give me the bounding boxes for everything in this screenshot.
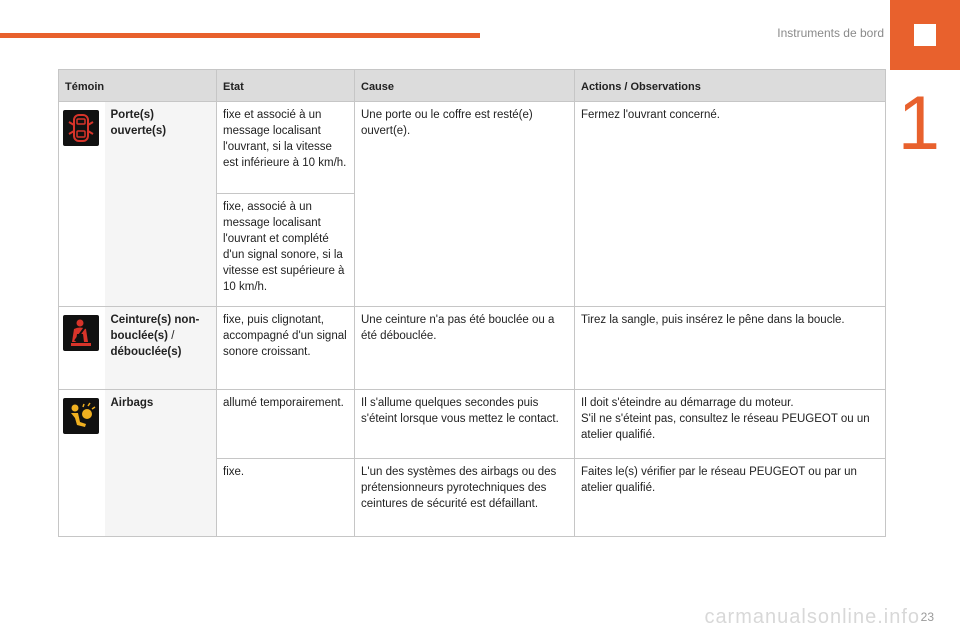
table-row xyxy=(59,307,886,390)
section-title: Instruments de bord xyxy=(777,26,884,40)
header-actions: Actions / Observations xyxy=(575,70,886,102)
etat-cell: fixe, puis clignotant, accompagné d'un signal sonore croissant. xyxy=(217,307,355,390)
icon-cell xyxy=(59,102,105,307)
page-number: 23 xyxy=(920,610,934,624)
icon-cell xyxy=(59,307,105,390)
etat-cell: fixe, associé à un message localisant l'ouvrant et complété d'un signal sonore, si la vitesse est supérieure à 10 km/h. xyxy=(217,194,355,307)
door-open-icon xyxy=(63,110,99,146)
icon-cell xyxy=(59,390,105,537)
seatbelt-icon xyxy=(63,315,99,351)
actions-cell: Fermez l'ouvrant concerné. xyxy=(575,102,886,307)
seatbelt-name-separator: / xyxy=(168,330,175,342)
row-name-airbags: Airbags xyxy=(105,390,217,537)
top-accent-bar xyxy=(0,33,480,38)
chapter-square-icon xyxy=(914,24,936,46)
row-name-seatbelts xyxy=(105,307,217,390)
chapter-tab xyxy=(890,0,960,70)
warning-lights-table xyxy=(58,69,886,537)
header-temoin: Témoin xyxy=(59,70,217,102)
cause-cell: L'un des systèmes des airbags ou des prétensionneurs pyrotechniques des ceintures de sécurité est défaillant. xyxy=(355,459,575,537)
cause-cell: Il s'allume quelques secondes puis s'éteint lorsque vous mettez le contact. xyxy=(355,390,575,459)
seatbelt-name-a: Ceinture(s) non-bouclée(s) xyxy=(110,314,200,342)
airbag-icon xyxy=(63,398,99,434)
table-row xyxy=(59,390,886,459)
actions-cell xyxy=(575,390,886,459)
actions-cell: Faites le(s) vérifier par le réseau PEUGEOT ou par un atelier qualifié. xyxy=(575,459,886,537)
watermark: carmanualsonline.info xyxy=(704,606,920,628)
actions-cell: Tirez la sangle, puis insérez le pêne dans la boucle. xyxy=(575,307,886,390)
header-etat: Etat xyxy=(217,70,355,102)
header-cause: Cause xyxy=(355,70,575,102)
etat-cell: fixe et associé à un message localisant l'ouvrant, si la vitesse est inférieure à 10 km/h. xyxy=(217,102,355,194)
actions-line: S'il ne s'éteint pas, consultez le réseau PEUGEOT ou un atelier qualifié. xyxy=(581,413,870,441)
chapter-number: 1 xyxy=(897,81,940,166)
cause-cell: Une ceinture n'a pas été bouclée ou a été débouclée. xyxy=(355,307,575,390)
table-header-row xyxy=(59,70,886,102)
table-row xyxy=(59,102,886,194)
etat-cell: fixe. xyxy=(217,459,355,537)
etat-cell: allumé temporairement. xyxy=(217,390,355,459)
actions-line: Il doit s'éteindre au démarrage du moteur. xyxy=(581,397,794,409)
seatbelt-name-b: débouclée(s) xyxy=(110,346,182,358)
cause-cell: Une porte ou le coffre est resté(e) ouvert(e). xyxy=(355,102,575,307)
row-name-doors: Porte(s) ouverte(s) xyxy=(105,102,217,307)
